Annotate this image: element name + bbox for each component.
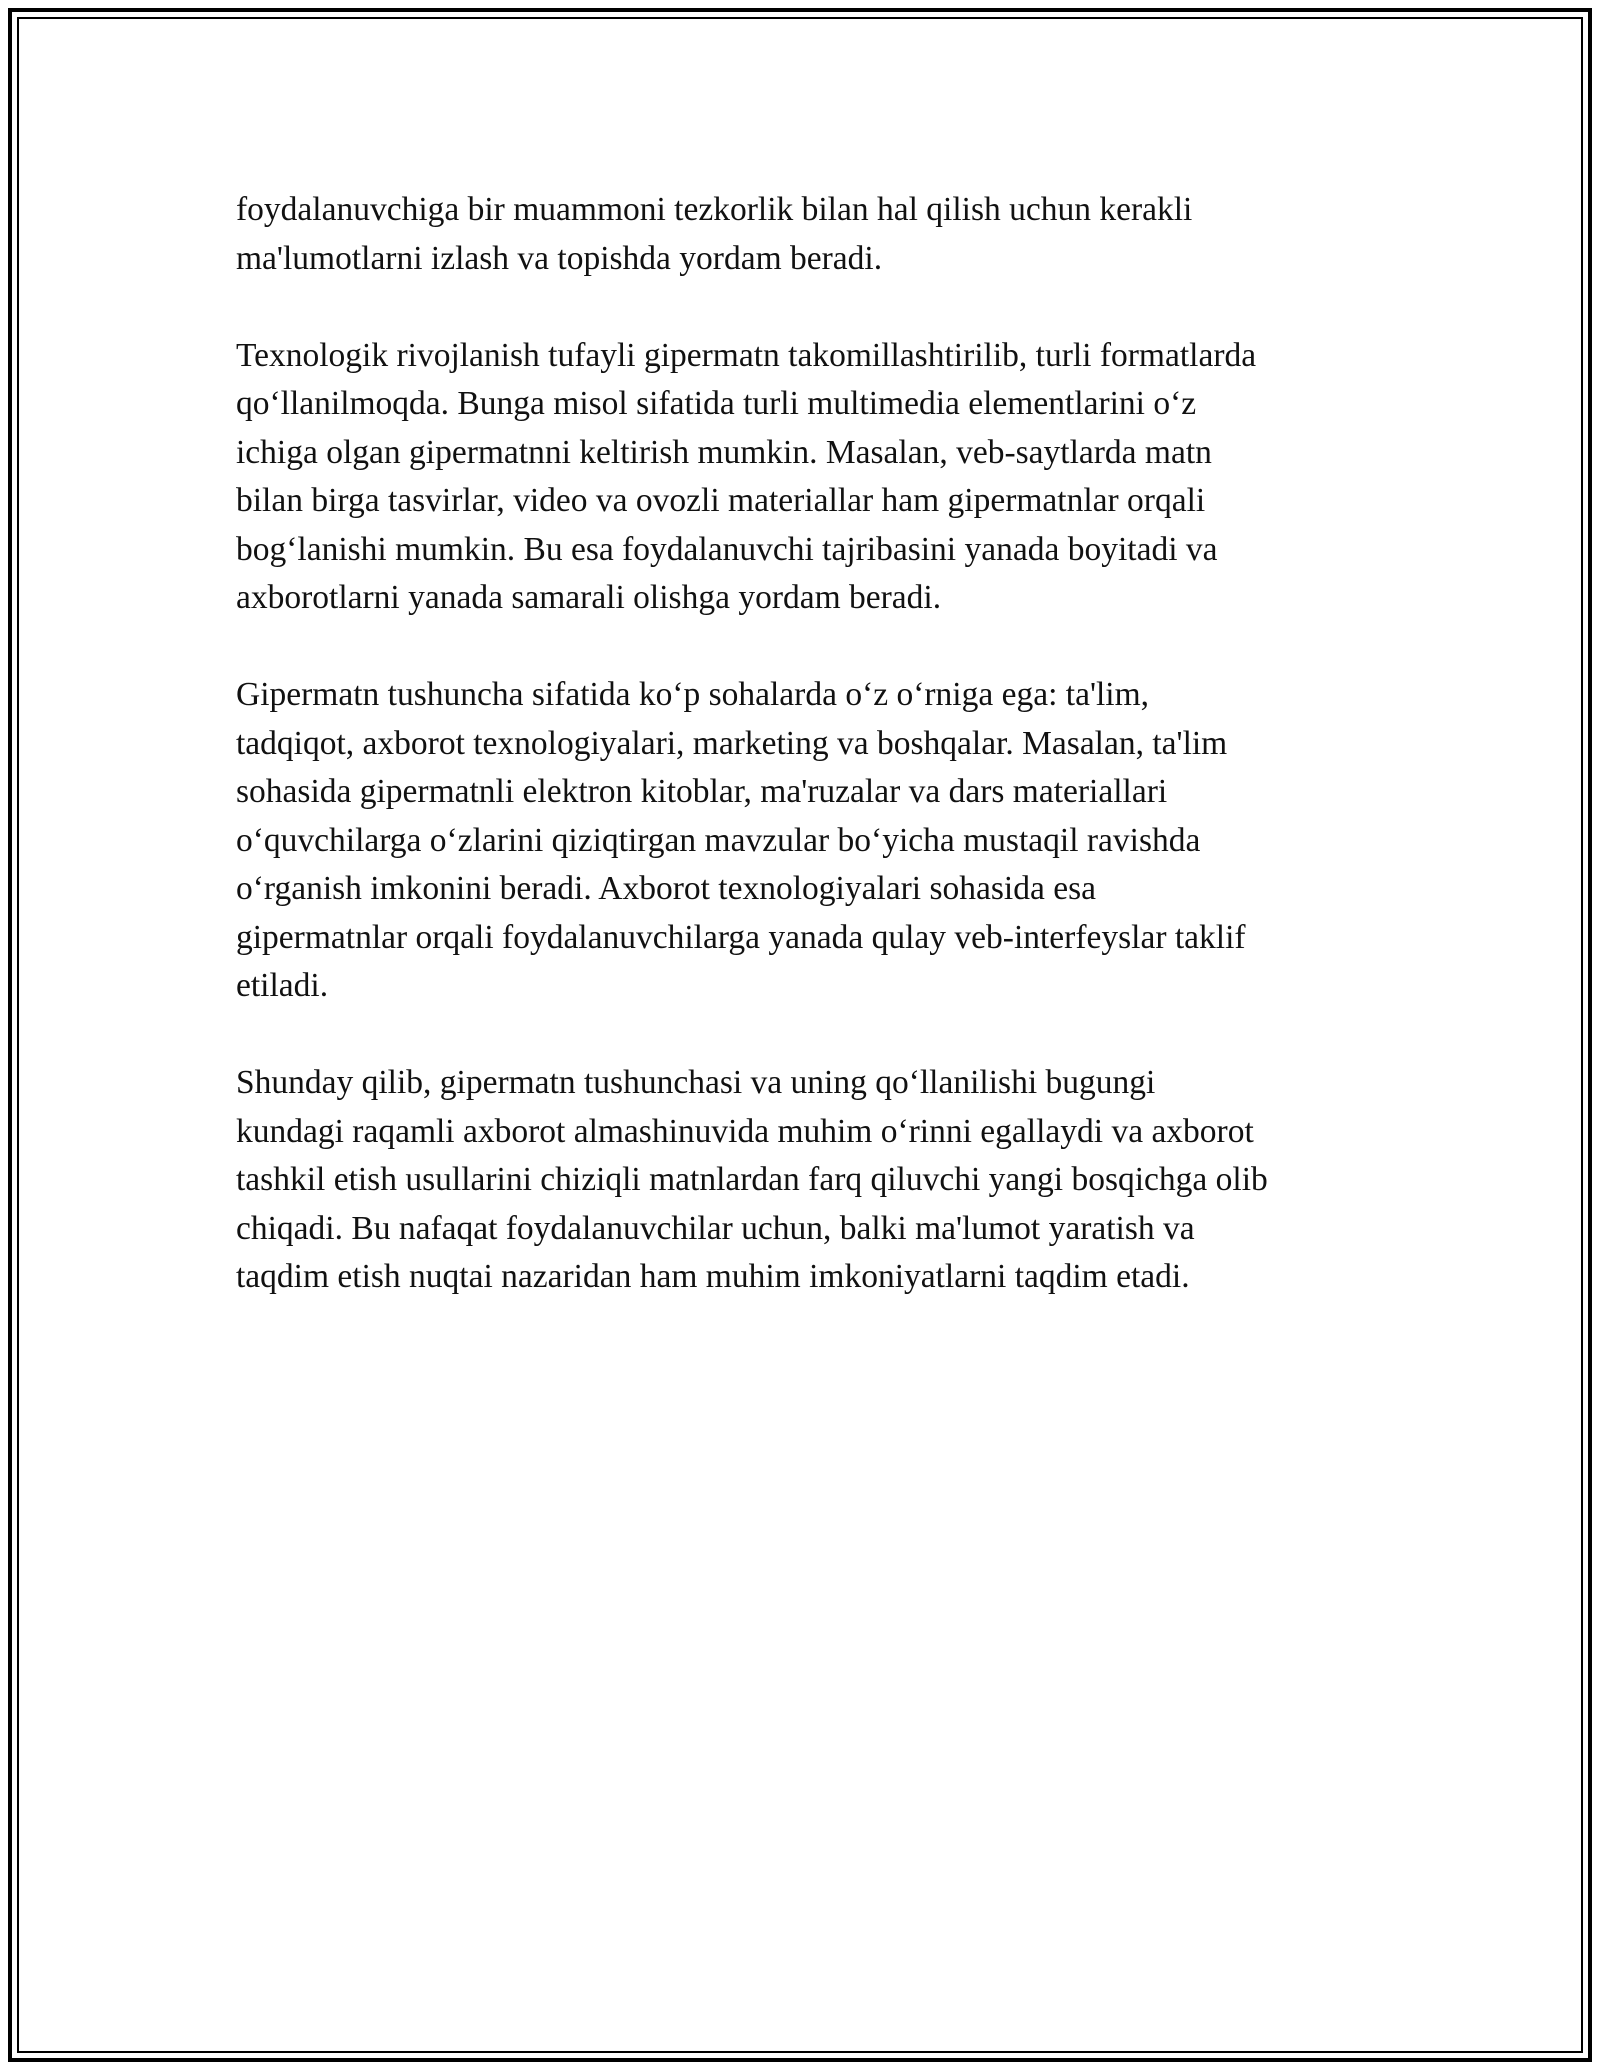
text-line: foydalanuvchiga bir muammoni tezkorlik bilan hal qilish uchun kerakli [236,191,1193,228]
text-line: Gipermatn tushuncha sifatida ko‘p sohalarda o‘z o‘rniga ega: ta'lim, [236,676,1150,713]
text-line: tadqiqot, axborot texnologiyalari, marketing va boshqalar. Masalan, ta'lim [236,724,1228,762]
text-line: bilan birga tasvirlar, video va ovozli materiallar ham gipermatnlar orqali [236,482,1206,519]
text-line: sohasida gipermatnli elektron kitoblar, ma'ruzalar va dars materiallari [236,773,1168,810]
text-line: etiladi. [236,967,329,1004]
text-line: taqdim etish nuqtai nazaridan ham muhim imkoniyatlarni taqdim etadi. [236,1258,1190,1295]
paragraph-2 [236,332,1376,623]
text-line: tashkil etish usullarini chiziqli matnlardan farq qiluvchi yangi bosqichga olib [236,1161,1268,1198]
text-line: o‘quvchilarga o‘zlarini qiziqtirgan mavzular bo‘yicha mustaqil ravishda [236,821,1201,859]
text-line: qo‘llanilmoqda. Bunga misol sifatida turli multimedia elementlarini o‘z [236,385,1197,422]
text-line: axborotlarni yanada samarali olishga yordam beradi. [236,579,942,616]
text-line: o‘rganish imkonini beradi. Axborot texnologiyalari sohasida esa [236,870,1096,907]
text-line: bog‘lanishi mumkin. Bu esa foydalanuvchi tajribasini yanada boyitadi va [236,530,1218,568]
text-line: Shunday qilib, gipermatn tushunchasi va uning qo‘llanilishi bugungi [236,1064,1156,1101]
paragraph-3 [236,671,1376,1011]
paragraph-1 [236,186,1376,283]
text-line: Texnologik rivojlanish tufayli gipermatn takomillashtirilib, turli formatlarda [236,336,1257,374]
paragraph-4 [236,1059,1376,1302]
text-line: gipermatnlar orqali foydalanuvchilarga yanada qulay veb-interfeyslar taklif [236,918,1246,956]
text-line: ma'lumotlarni izlash va topishda yordam beradi. [236,239,883,277]
text-line: chiqadi. Bu nafaqat foydalanuvchilar uchun, balki ma'lumot yaratish va [236,1209,1195,1247]
text-line: ichiga olgan gipermatnni keltirish mumkin. Masalan, veb-saytlarda matn [236,433,1212,471]
text-line: kundagi raqamli axborot almashinuvida muhim o‘rinni egallaydi va axborot [236,1112,1254,1150]
document-body [236,186,1376,1350]
